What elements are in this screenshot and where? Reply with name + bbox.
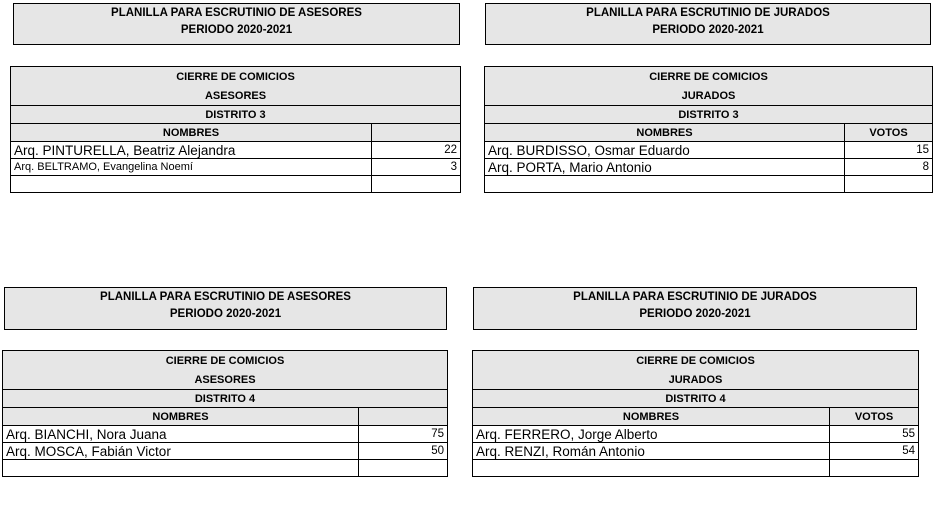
jurados-d3-table: [484, 66, 933, 193]
table-row: [473, 426, 919, 443]
table-row: [485, 159, 933, 176]
candidate-name: Arq. PINTURELLA, Beatriz Alejandra: [11, 142, 372, 159]
candidate-votes: 50: [359, 443, 448, 460]
empty-cell: [473, 460, 830, 477]
candidate-name: Arq. RENZI, Román Antonio: [473, 443, 830, 460]
candidate-votes: 75: [359, 426, 448, 443]
cierre-label: CIERRE DE COMICIOS: [3, 351, 448, 371]
tipo-label: ASESORES: [3, 371, 448, 390]
tipo-label: JURADOS: [485, 87, 933, 106]
asesores-d3-title-box: [13, 3, 460, 45]
sheet-title: PLANILLA PARA ESCRUTINIO DE JURADOS: [573, 291, 817, 303]
col-header-nombres: NOMBRES: [473, 408, 830, 426]
sheet-title: PLANILLA PARA ESCRUTINIO DE ASESORES: [100, 291, 351, 303]
table-row-empty: [485, 176, 933, 193]
candidate-name: Arq. FERRERO, Jorge Alberto: [473, 426, 830, 443]
candidate-name: Arq. MOSCA, Fabián Victor: [3, 443, 359, 460]
candidate-votes: 22: [372, 142, 461, 159]
col-header-votos: VOTOS: [845, 124, 933, 142]
col-header-nombres: NOMBRES: [11, 124, 372, 142]
sheet-period: PERIODO 2020-2021: [169, 308, 282, 320]
sheet-title: PLANILLA PARA ESCRUTINIO DE ASESORES: [111, 7, 362, 19]
col-header-votos: VOTOS: [830, 408, 919, 426]
table-row: [3, 443, 448, 460]
candidate-votes: 15: [845, 142, 933, 159]
jurados-d3-title-box: [485, 3, 931, 45]
sheet-title: PLANILLA PARA ESCRUTINIO DE JURADOS: [586, 7, 830, 19]
table-row-empty: [11, 176, 461, 193]
candidate-name: Arq. BURDISSO, Osmar Eduardo: [485, 142, 845, 159]
table-row-empty: [473, 460, 919, 477]
candidate-votes: 54: [830, 443, 919, 460]
jurados-d4-title-box: [473, 287, 917, 330]
sheet-period: PERIODO 2020-2021: [639, 308, 751, 320]
empty-cell: [372, 176, 461, 193]
empty-cell: [11, 176, 372, 193]
empty-cell: [3, 460, 359, 477]
table-row: [485, 142, 933, 159]
candidate-votes: 8: [845, 159, 933, 176]
distrito-label: DISTRITO 4: [3, 390, 448, 408]
jurados-d4-table: [472, 350, 919, 477]
cierre-label: CIERRE DE COMICIOS: [11, 67, 461, 87]
cierre-label: CIERRE DE COMICIOS: [485, 67, 933, 87]
col-header-votos: [359, 408, 448, 426]
table-row: [473, 443, 919, 460]
sheet-period: PERIODO 2020-2021: [652, 24, 764, 36]
candidate-name: Arq. PORTA, Mario Antonio: [485, 159, 845, 176]
table-row: [3, 426, 448, 443]
empty-cell: [485, 176, 845, 193]
tipo-label: JURADOS: [473, 371, 919, 390]
col-header-votos: [372, 124, 461, 142]
sheet-period: PERIODO 2020-2021: [180, 24, 293, 36]
col-header-nombres: NOMBRES: [3, 408, 359, 426]
col-header-nombres: NOMBRES: [485, 124, 845, 142]
distrito-label: DISTRITO 3: [485, 106, 933, 124]
asesores-d4-title-box: [4, 287, 447, 330]
distrito-label: DISTRITO 3: [11, 106, 461, 124]
empty-cell: [845, 176, 933, 193]
empty-cell: [830, 460, 919, 477]
table-row: [11, 142, 461, 159]
asesores-d3-table: [10, 66, 461, 193]
tipo-label: ASESORES: [11, 87, 461, 106]
asesores-d4-table: [2, 350, 448, 477]
cierre-label: CIERRE DE COMICIOS: [473, 351, 919, 371]
table-row-empty: [3, 460, 448, 477]
candidate-name: Arq. BELTRAMO, Evangelina Noemí: [11, 159, 372, 176]
candidate-name: Arq. BIANCHI, Nora Juana: [3, 426, 359, 443]
empty-cell: [359, 460, 448, 477]
table-row: [11, 159, 461, 176]
candidate-votes: 55: [830, 426, 919, 443]
candidate-votes: 3: [372, 159, 461, 176]
distrito-label: DISTRITO 4: [473, 390, 919, 408]
